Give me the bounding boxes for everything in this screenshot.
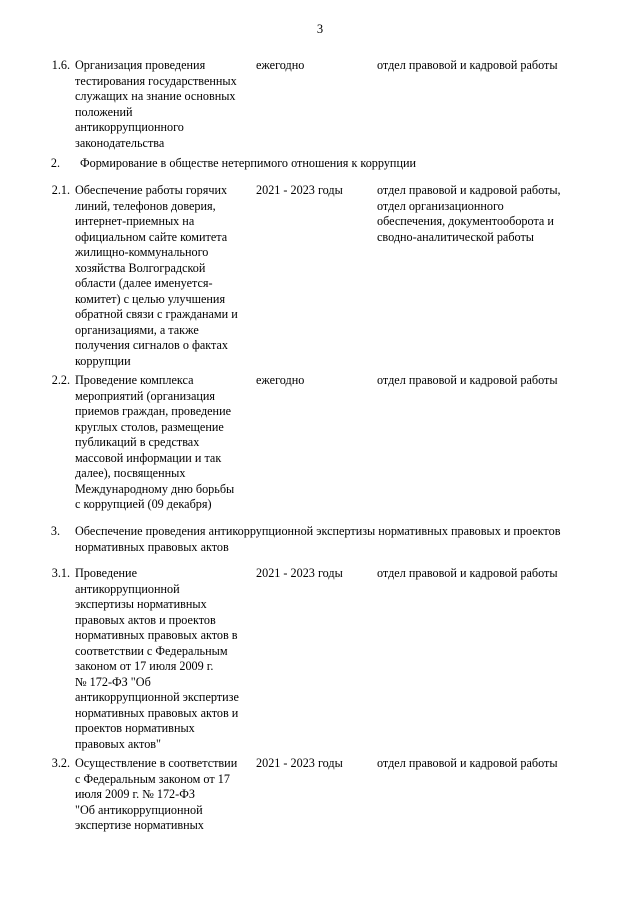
item-number: 1.6.: [51, 58, 70, 72]
item-term: 2021 - 2023 годы: [256, 756, 343, 770]
item-number: 3.1.: [51, 566, 70, 580]
item-number: 3.2.: [51, 756, 70, 770]
item-responsible: отдел правовой и кадровой работы: [377, 566, 558, 580]
page-number: 3: [316, 22, 324, 36]
item-number: 2.2.: [51, 373, 70, 387]
section-title: Формирование в обществе нетерпимого отношения к коррупции: [80, 156, 417, 170]
item-responsible: отдел правовой и кадровой работы: [377, 373, 558, 387]
section-number: 3.: [50, 524, 60, 538]
item-task: Организация проведения тестирования государственных служащих на знание основных положений антикоррупционного законодательства: [75, 58, 237, 150]
item-task: Осуществление в соответствии с Федеральным законом от 17 июля 2009 г. № 172-ФЗ "Об антикоррупционной экспертизе нормативных: [75, 756, 238, 832]
item-term: 2021 - 2023 годы: [256, 183, 343, 197]
section-title: Обеспечение проведения антикоррупционной экспертизы нормативных правовых и проектов нормативных правовых актов: [75, 524, 561, 554]
item-task: Проведение антикоррупционной экспертизы нормативных правовых актов и проектов нормативных правовых актов в соответствии с Федеральным законом от 17 июля 2009 г. № 172-ФЗ "Об антикоррупционной экспертизе нормативных правовых актов и проектов нормативных правовых актов": [75, 566, 239, 751]
item-responsible: отдел правовой и кадровой работы: [377, 58, 558, 72]
item-responsible: отдел правовой и кадровой работы: [377, 756, 558, 770]
item-term: ежегодно: [256, 58, 305, 72]
item-task: Обеспечение работы горячих линий, телефонов доверия, интернет-приемных на официальном сайте комитета жилищно-коммунального хозяйства Волгоградской области (далее именуется- комитет) с целью улучшения обратной связи с гражданами и организациями, а также получения сигналов о фактах коррупции: [75, 183, 238, 368]
item-task: Проведение комплекса мероприятий (организация приемов граждан, проведение круглых столов, размещение публикаций в средствах массовой информации и так далее), посвященных Международному дню борьбы с коррупцией (09 декабря): [75, 373, 235, 511]
section-number: 2.: [50, 156, 60, 170]
item-term: ежегодно: [256, 373, 305, 387]
item-term: 2021 - 2023 годы: [256, 566, 343, 580]
item-responsible: отдел правовой и кадровой работы, отдел организационного обеспечения, документооборота и сводно-аналитической работы: [377, 183, 561, 244]
item-number: 2.1.: [51, 183, 70, 197]
